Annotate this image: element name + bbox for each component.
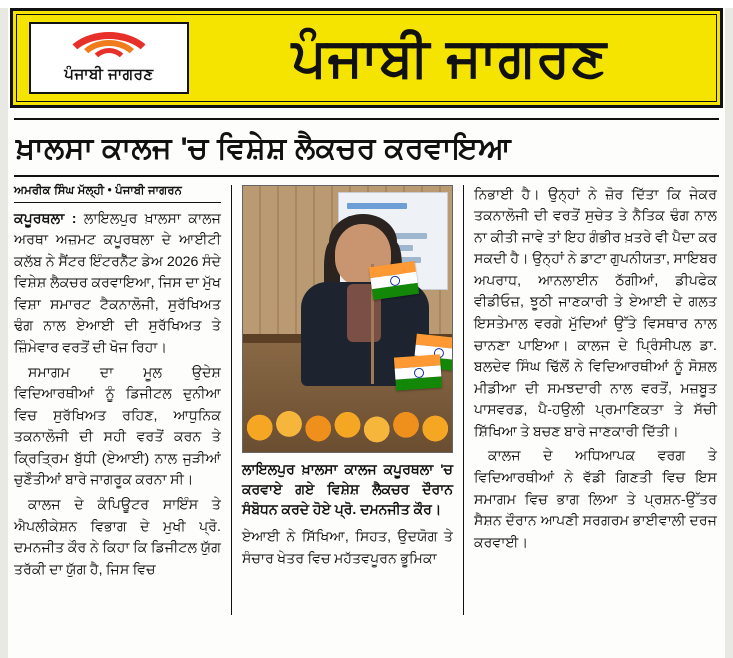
column-right xyxy=(464,185,717,615)
lecture-photo xyxy=(242,185,453,453)
headline-divider xyxy=(14,175,719,177)
publication-logo xyxy=(29,22,189,94)
photo-caption: ਲਾਇਲਪੁਰ ਖ਼ਾਲਸਾ ਕਾਲਜ ਕਪੂਰਥਲਾ 'ਚ ਕਰਵਾਏ ਗਏ ਵਿਸ਼ੇਸ਼ ਲੈਕਚਰ ਦੌਰਾਨ ਸੰਬੋਧਨ ਕਰਦੇ ਹੋਏ ਪ੍ਰੋ. ਦਮਨਜੀਤ ਕੌਰ। xyxy=(242,460,453,518)
column-left xyxy=(14,185,232,615)
swirl-logo-icon xyxy=(63,30,155,64)
paragraph-text: ਲਾਇਲਪੁਰ ਖ਼ਾਲਸਾ ਕਾਲਜ ਅਰਥਾ ਅਜ਼ਮਟ ਕਪੂਰਥਲਾ ਦੇ ਆਈਟੀ ਕਲੱਬ ਨੇ ਸੈਂਟਰ ਇੰਟਰਨੈੱਟ ਡੇਅ 2026 ਸੰਦੇ ਵਿਸ਼ੇਸ਼ ਲੈਕਚਰ ਕਰਵਾਇਆ, ਜਿਸ ਦਾ ਮੁੱਖ ਵਿਸ਼ਾ ਸਮਾਰਟ ਟੈਕਨਾਲੋਜੀ, ਸੁਰੱਖਿਅਤ ਢੰਗ ਨਾਲ ਏਆਈ ਦੀ ਸੁਰੱਖਿਅਤ ਤੇ ਜ਼ਿੰਮੇਵਾਰ ਵਰਤੋਂ ਦੀ ਖੋਜ ਰਿਹਾ। xyxy=(14,210,221,356)
article-columns xyxy=(14,185,719,615)
masthead-divider xyxy=(14,118,719,120)
marigold-garland xyxy=(243,400,452,446)
paragraph: ਏਆਈ ਨੇ ਸਿੱਖਿਆ, ਸਿਹਤ, ਉਦਯੋਗ ਤੇ ਸੰਚਾਰ ਖੇਤਰ ਵਿਚ ਮਹੱਤਵਪੂਰਨ ਭੂਮਿਕਾ xyxy=(242,529,453,567)
paragraph: ਸਮਾਗਮ ਦਾ ਮੂਲ ਉਦੇਸ਼ ਵਿਦਿਆਰਥੀਆਂ ਨੂੰ ਡਿਜੀਟਲ ਦੁਨੀਆ ਵਿਚ ਸੁਰੱਖਿਅਤ ਰਹਿਣ, ਆਧੁਨਿਕ ਤਕਨਾਲੋਜੀ ਦੀ ਸਹੀ ਵਰਤੋਂ ਕਰਨ ਤੇ ਕ੍ਰਿਤ੍ਰਿਮ ਬੁੱਧੀ (ਏਆਈ) ਨਾਲ ਜੁੜੀਆਂ ਚੁਣੌਤੀਆਂ ਬਾਰੇ ਜਾਗਰੂਕ ਕਰਨਾ ਸੀ। xyxy=(14,364,221,489)
india-flag-icon xyxy=(369,260,419,299)
page-right-edge xyxy=(725,8,733,658)
paragraph: ਨਿਭਾਈ ਹੈ। ਉਨ੍ਹਾਂ ਨੇ ਜ਼ੋਰ ਦਿੱਤਾ ਕਿ ਜੇਕਰ ਤਕਨਾਲੋਜੀ ਦੀ ਵਰਤੋਂ ਸੁਚੇਤ ਤੇ ਨੈਤਿਕ ਢੰਗ ਨਾਲ ਨਾ ਕੀਤੀ ਜਾਵੇ ਤਾਂ ਇਹ ਗੰਭੀਰ ਖ਼ਤਰੇ ਵੀ ਪੈਦਾ ਕਰ ਸਕਦੀ ਹੈ। ਉਨ੍ਹਾਂ ਨੇ ਡਾਟਾ ਗੁਪਨੀਯਤਾ, ਸਾਇਬਰ ਅਪਰਾਧ, ਆਨਲਾਈਨ ਠੱਗੀਆਂ, ਡੀਪਫੇਕ ਵੀਡੀਓਜ਼, ਝੂਠੀ ਜਾਣਕਾਰੀ ਤੇ ਏਆਈ ਦੇ ਗਲਤ ਇਸਤੇਮਾਲ ਵਰਗੇ ਮੁੱਦਿਆਂ ਉੱਤੇ ਵਿਸਥਾਰ ਨਾਲ ਚਾਨਣਾ ਪਾਇਆ। ਕਾਲਜ ਦੇ ਪ੍ਰਿੰਸੀਪਲ ਡਾ. ਬਲਦੇਵ ਸਿੰਘ ਢਿੱਲੋਂ ਨੇ ਵਿਦਿਆਰਥੀਆਂ ਨੂੰ ਸੋਸ਼ਲ ਮੀਡੀਆ ਦੀ ਸਮਝਦਾਰੀ ਨਾਲ ਵਰਤੋਂ, ਮਜ਼ਬੂਤ ਪਾਸਵਰਡ, ਪੈ-ਹਉਲੀ ਪ੍ਰਮਾਣਿਕਤਾ ਤੇ ਸੱਚੀ ਸ਼ਿੱਖਿਆ ਤੇ ਬਚਣ ਬਾਰੇ ਜਾਣਕਾਰੀ ਦਿੱਤੀ। xyxy=(474,186,717,440)
logo-name: ਪੰਜਾਬੀ ਜਾਗਰਣ xyxy=(64,66,154,83)
byline-divider xyxy=(14,202,221,203)
page-left-edge xyxy=(0,8,8,658)
masthead-title: ਪੰਜਾਬੀ ਜਾਗਰਣ xyxy=(291,28,608,88)
paragraph: ਕਾਲਜ ਦੇ ਅਧਿਆਪਕ ਵਰਗ ਤੇ ਵਿਦਿਆਰਥੀਆਂ ਨੇ ਵੱਡੀ ਗਿਣਤੀ ਵਿਚ ਇਸ ਸਮਾਗਮ ਵਿਚ ਭਾਗ ਲਿਆ ਤੇ ਪ੍ਰਸ਼ਨ-ਉੱਤਰ ਸੈਸ਼ਨ ਦੌਰਾਨ ਆਪਣੀ ਸਰਗਰਮ ਭਾਈਵਾਲੀ ਦਰਜ ਕਰਵਾਈ। xyxy=(474,448,717,551)
newspaper-page xyxy=(0,8,733,658)
masthead xyxy=(10,8,723,108)
dateline: ਕਪੂਰਥਲਾ : xyxy=(14,210,77,227)
column-middle xyxy=(232,185,464,615)
paragraph xyxy=(14,209,221,360)
paragraph: ਕਾਲਜ ਦੇ ਕੰਪਿਊਟਰ ਸਾਇੰਸ ਤੇ ਐਪਲੀਕੇਸ਼ਨ ਵਿਭਾਗ ਦੇ ਮੁਖੀ ਪ੍ਰੋ. ਦਮਨਜੀਤ ਕੌਰ ਨੇ ਕਿਹਾ ਕਿ ਡਿਜੀਟਲ ਯੁੱਗ ਤਰੱਕੀ ਦਾ ਯੁੱਗ ਹੈ, ਜਿਸ ਵਿਚ xyxy=(14,497,221,578)
india-flag-icon xyxy=(394,354,442,390)
page-title: ਖ਼ਾਲਸਾ ਕਾਲਜ 'ਚ ਵਿਸ਼ੇਸ਼ ਲੈਕਚਰ ਕਰਵਾਇਆ xyxy=(16,132,512,165)
byline: ਅਮਰੀਕ ਸਿੰਘ ਮੱਲ੍ਹੀ • ਪੰਜਾਬੀ ਜਾਗਰਨ xyxy=(14,184,183,197)
